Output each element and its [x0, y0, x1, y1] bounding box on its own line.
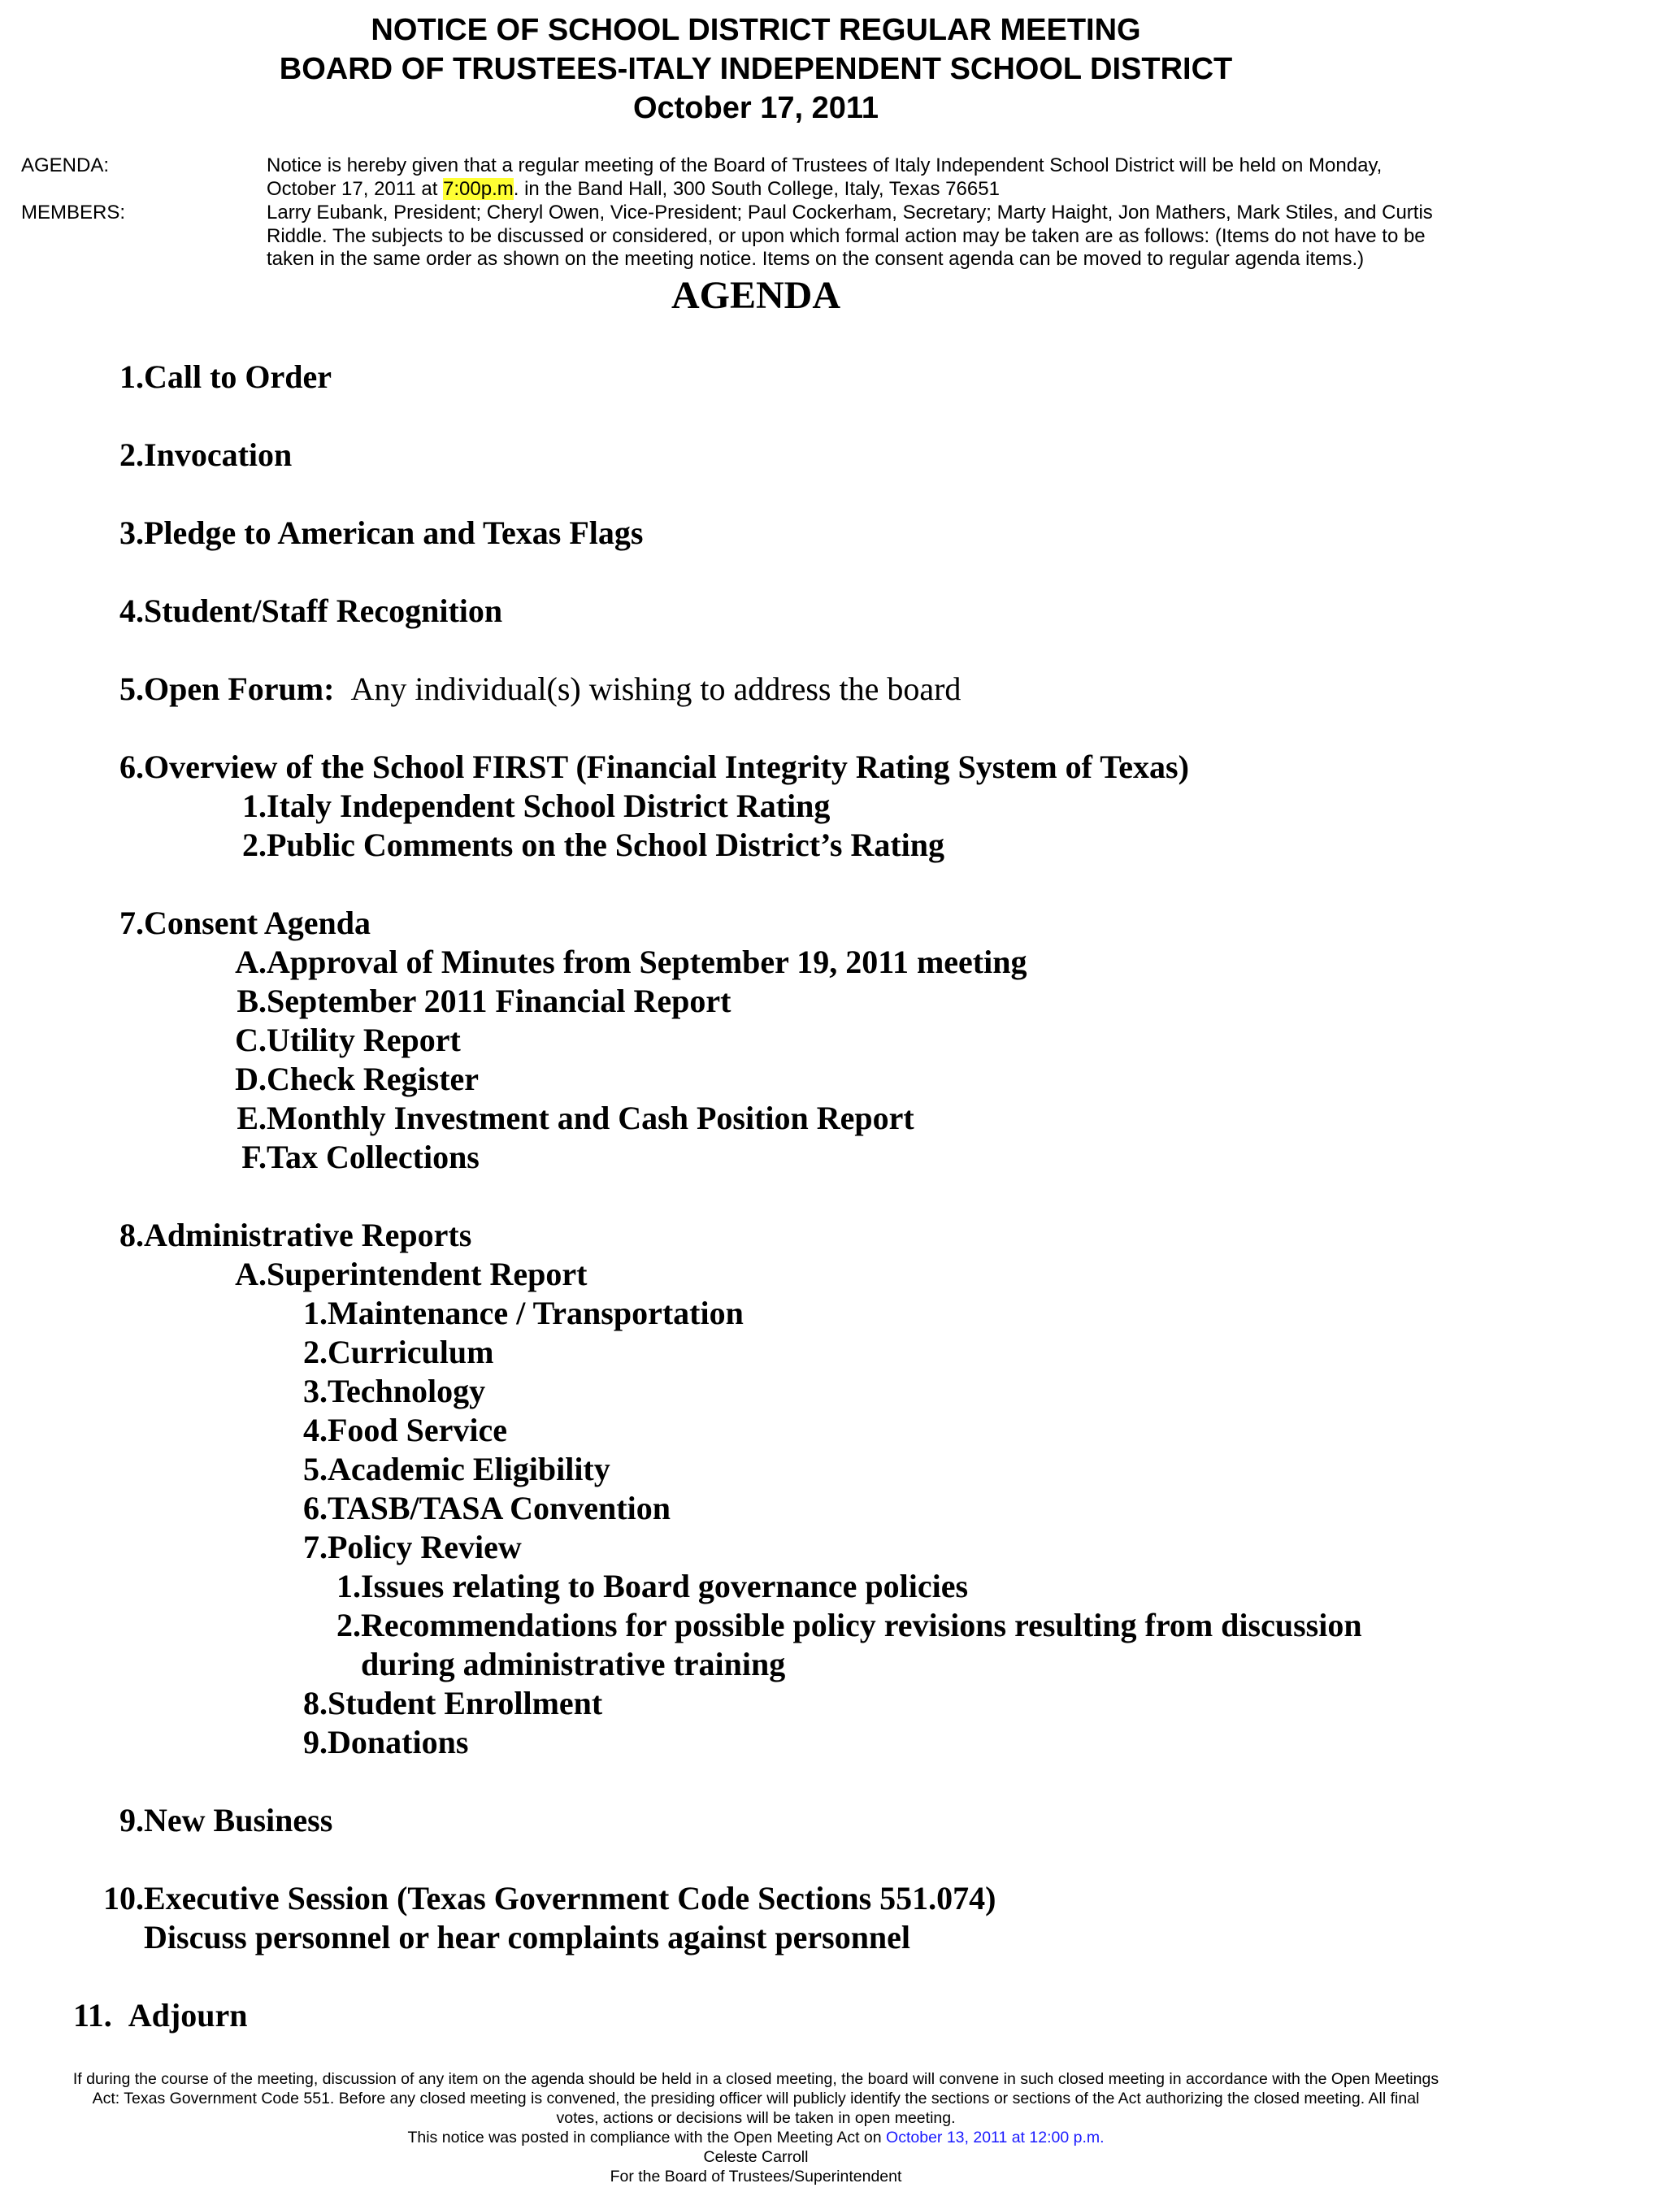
members-line-1: Larry Eubank, President; Cheryl Owen, Vice-President; Paul Cockerham, Secretary; Marty Haight, Jon Mathers, Mark Stiles, and Curtis: [267, 202, 1433, 224]
agenda-subsubitem: [303, 1528, 522, 1567]
item-letter: F.: [241, 1139, 267, 1175]
agenda-notice-line-2: [267, 178, 1510, 202]
agenda-notice-location: . in the Band Hall, 300 South College, Italy, Texas 76651: [513, 177, 1000, 200]
item-text: Call to Order: [144, 358, 332, 395]
agenda-item-10: [103, 1879, 996, 1918]
signer-name: Celeste Carroll: [703, 2148, 809, 2166]
item-detail: Any individual(s) wishing to address the board: [350, 671, 962, 707]
item-text: Invocation: [144, 436, 293, 473]
posted-date: October 13, 2011 at 12:00 p.m.: [886, 2129, 1105, 2146]
item-number: 6.: [303, 1490, 328, 1526]
item-letter: A.: [235, 944, 267, 980]
item-letter: A.: [235, 1256, 267, 1292]
item-number: 5.: [303, 1451, 328, 1487]
agenda-subsubitem: [303, 1333, 494, 1372]
agenda-subitem: [235, 1255, 588, 1294]
item-text: Administrative Reports: [144, 1217, 472, 1253]
item-number: 7.: [303, 1529, 328, 1565]
item-number: 1.: [242, 788, 267, 824]
members-line-2: Riddle. The subjects to be discussed or considered, or upon which formal action may be taken are as follows: (Items do not have to be: [267, 224, 1426, 247]
item-text: Consent Agenda: [144, 905, 371, 941]
item-text: Donations: [328, 1724, 469, 1760]
item-text: Open Forum:: [144, 671, 335, 707]
item-number: 1.: [336, 1568, 361, 1604]
agenda-notice-text: [267, 154, 1510, 201]
item-text: Monthly Investment and Cash Position Report: [267, 1100, 914, 1136]
policy-subitem: [336, 1567, 969, 1606]
item-number: 2.: [336, 1607, 361, 1643]
item-text: Policy Review: [328, 1529, 522, 1565]
item-text: Student Enrollment: [328, 1685, 603, 1721]
item-text: Italy Independent School District Rating: [267, 788, 831, 824]
posted-prefix: This notice was posted in compliance with the Open Meeting Act on: [407, 2129, 887, 2146]
header-line-2: BOARD OF TRUSTEES-ITALY INDEPENDENT SCHOOL DISTRICT: [279, 52, 1233, 86]
agenda-title: AGENDA: [671, 274, 840, 317]
agenda-item-9: [119, 1801, 333, 1840]
agenda-item-8: [119, 1216, 472, 1255]
item-number: 8.: [303, 1685, 328, 1721]
agenda-item-3: [119, 514, 644, 553]
item-text: Issues relating to Board governance policies: [361, 1568, 969, 1604]
item-letter: E.: [237, 1100, 267, 1136]
signer-title: For the Board of Trustees/Superintendent: [610, 2168, 902, 2185]
item-number: 1.: [119, 358, 144, 395]
item-number: 5.: [119, 671, 144, 707]
item-number: 10.: [103, 1880, 144, 1916]
item-letter: C.: [235, 1022, 267, 1058]
item-number: 1.: [303, 1295, 328, 1331]
agenda-item-5: [119, 670, 962, 709]
policy-subitem-continuation: [361, 1645, 785, 1684]
item-text: New Business: [144, 1802, 333, 1838]
item-text: Executive Session (Texas Government Code Sections 551.074): [144, 1880, 996, 1916]
item-text: Recommendations for possible policy revisions resulting from discussion: [361, 1607, 1362, 1643]
agenda-subsubitem: [303, 1411, 508, 1450]
footer-line-3: votes, actions or decisions will be taken in open meeting.: [556, 2109, 956, 2127]
agenda-subsubitem: [303, 1723, 469, 1762]
item-number: 4.: [303, 1412, 328, 1448]
item-number: 9.: [303, 1724, 328, 1760]
agenda-subitem: [242, 826, 945, 865]
members-line-3: taken in the same order as shown on the meeting notice. Items on the consent agenda can be moved to regular agenda items.): [267, 248, 1365, 270]
footer-line-2: Act: Texas Government Code 551. Before any closed meeting is convened, the presiding officer will publicly identify the sections or sections of the Act authorizing the closed meeting. All final: [92, 2090, 1420, 2107]
item-text: Pledge to American and Texas Flags: [144, 514, 644, 551]
item-letter: B.: [237, 983, 267, 1019]
item-text: Utility Report: [267, 1022, 461, 1058]
agenda-subitem: [235, 1060, 480, 1099]
agenda-item-4: [119, 592, 503, 631]
item-number: 4.: [119, 592, 144, 629]
agenda-notice-date: October 17, 2011 at: [267, 177, 444, 200]
item-number: 9.: [119, 1802, 144, 1838]
agenda-subsubitem: [303, 1372, 486, 1411]
agenda-label: AGENDA:: [21, 154, 110, 176]
item-text: TASB/TASA Convention: [328, 1490, 671, 1526]
item-number: 3.: [303, 1373, 328, 1409]
item-text: Curriculum: [328, 1334, 494, 1370]
agenda-item-2: [119, 436, 293, 475]
item-text: Student/Staff Recognition: [144, 592, 503, 629]
item-text: September 2011 Financial Report: [267, 983, 731, 1019]
footer-posted-notice: [0, 2128, 1512, 2147]
item-number: 7.: [119, 905, 144, 941]
agenda-subitem: [237, 982, 731, 1021]
item-number: 8.: [119, 1217, 144, 1253]
item-number: 11.: [73, 1997, 112, 2034]
item-text: Check Register: [267, 1061, 480, 1097]
meeting-date: October 17, 2011: [632, 91, 879, 125]
agenda-item-7: [119, 904, 371, 943]
header-line-1: NOTICE OF SCHOOL DISTRICT REGULAR MEETING: [371, 13, 1141, 47]
meeting-time-highlight: 7:00p.m: [443, 177, 514, 200]
item-number: 6.: [119, 749, 144, 785]
item-number: 2.: [303, 1334, 328, 1370]
agenda-subitem: [241, 1138, 480, 1177]
agenda-subitem: [242, 787, 831, 826]
item-text: Public Comments on the School District’s Rating: [267, 827, 945, 863]
agenda-item-10-continuation: [144, 1918, 910, 1957]
item-text: Superintendent Report: [267, 1256, 588, 1292]
item-text: Food Service: [328, 1412, 508, 1448]
members-text: [267, 202, 1510, 271]
agenda-subsubitem: [303, 1489, 671, 1528]
item-text: Academic Eligibility: [328, 1451, 610, 1487]
policy-subitem: [336, 1606, 1362, 1645]
members-label: MEMBERS:: [21, 202, 126, 224]
agenda-subsubitem: [303, 1294, 744, 1333]
item-text: Tax Collections: [267, 1139, 480, 1175]
agenda-subsubitem: [303, 1684, 603, 1723]
agenda-item-6: [119, 748, 1189, 787]
footer-line-1: If during the course of the meeting, discussion of any item on the agenda should be held in a closed meeting, the board will convene in such closed meeting in accordance with the Open Meetings: [72, 2070, 1439, 2088]
item-text: Discuss personnel or hear complaints against personnel: [144, 1919, 911, 1955]
agenda-subitem: [237, 1099, 914, 1138]
item-text: Adjourn: [128, 1997, 248, 2034]
item-number: 2.: [119, 436, 144, 473]
item-text: Overview of the School FIRST (Financial Integrity Rating System of Texas): [144, 749, 1189, 785]
item-number: 2.: [242, 827, 267, 863]
item-text: during administrative training: [361, 1646, 786, 1682]
item-text: Technology: [328, 1373, 486, 1409]
agenda-subsubitem: [303, 1450, 610, 1489]
agenda-item-11: [73, 1996, 248, 2035]
agenda-subitem: [235, 943, 1027, 982]
agenda-notice-line-1: Notice is hereby given that a regular meeting of the Board of Trustees of Italy Independent School District will be held on Monday,: [267, 154, 1383, 176]
item-text: Maintenance / Transportation: [328, 1295, 744, 1331]
agenda-item-1: [119, 358, 332, 397]
item-text: Approval of Minutes from September 19, 2011 meeting: [267, 944, 1027, 980]
item-number: 3.: [119, 514, 144, 551]
agenda-subitem: [235, 1021, 461, 1060]
item-letter: D.: [235, 1061, 267, 1097]
